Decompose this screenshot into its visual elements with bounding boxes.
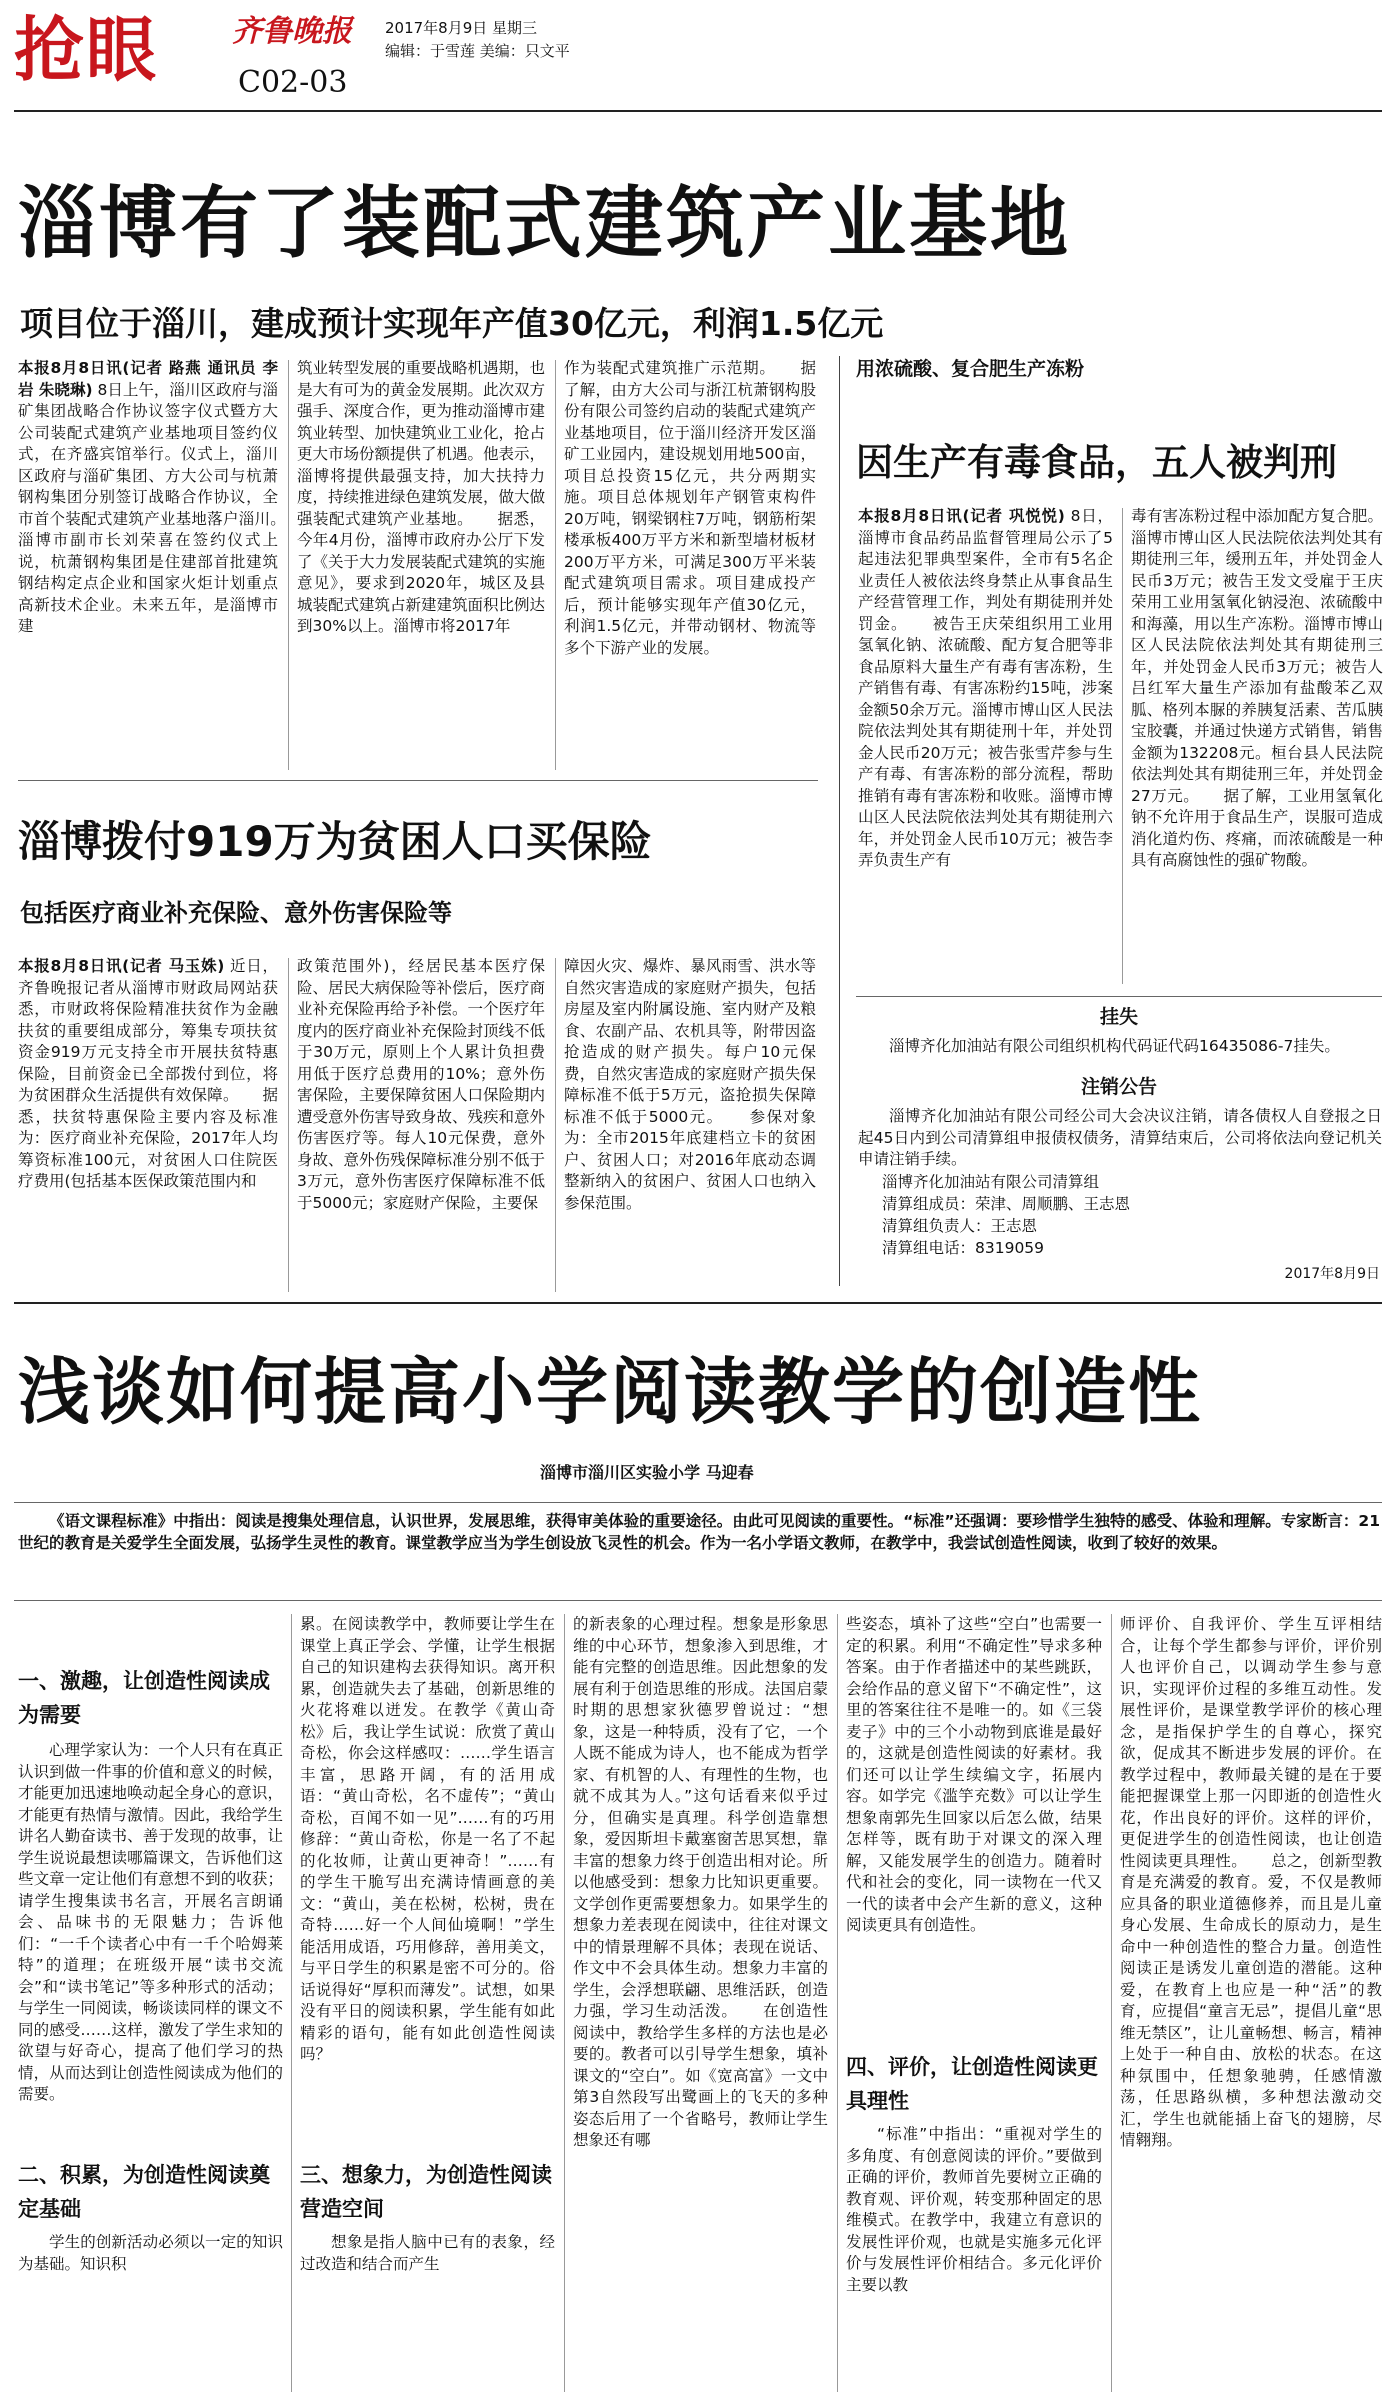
notice-members: 清算组成员：荣津、周顺鹏、王志恩: [882, 1195, 1131, 1213]
article1-body-1: 8日上午，淄川区政府与淄矿集团战略合作协议签字仪式暨方大公司装配式建筑产业基地项目签约仪式，在齐盛宾馆举行。仪式上，淄川区政府与淄矿集团、方大公司与杭萧钢构集团分别签订战略合作协议，全市首个装配式建筑产业基地落户淄川。 淄博市副市长刘荣喜在签约仪式上说，杭萧钢构集团是住建部首批建筑钢结构定点企业和国家火炬计划重点高新技术企业。未来五年，是淄博市建: [18, 380, 278, 635]
article4-body-2b: 想象是指人脑中已有的表象，经过改造和结合而产生: [300, 2233, 555, 2273]
section-rule: [18, 780, 818, 781]
column-divider: [839, 356, 840, 1286]
article4-column-5: [1120, 1614, 1382, 2392]
article4-column-2b: [300, 2232, 555, 2392]
article4-column-1b: [18, 2232, 283, 2392]
article1-headline: 淄博有了装配式建筑产业基地: [18, 179, 1072, 269]
article3-column-2: [297, 956, 545, 1296]
article4-body-4b: “标准”中指出：“重视对学生的多角度、有创意阅读的评价。”要做到正确的评价，教师首先要树立正确的教育观、评价观，转变那种固定的思维模式。在教学中，我建立有意识的发展性评价观，也就是实施多元化评价与发展性评价相结合。多元化评价主要以教: [846, 2125, 1102, 2294]
article3-body-2: 政策范围外)，经居民基本医疗保险、居民大病保险等补偿后，医疗商业补充保险再给予补偿。一个医疗年度内的医疗商业补充保险封顶线不低于30万元，原则上个人累计负担费用低于医疗总费用的10%；意外伤害保险，主要保障贫困人口保险期内遭受意外伤害导致身故、残疾和意外伤害医疗等。每人10元保费，意外身故、意外伤残保障标准分别不低于3万元，意外伤害医疗保障标准不低于5000元；家庭财产保险，主要保: [297, 957, 545, 1212]
lost-notice-title: 挂失: [1099, 1006, 1138, 1028]
column-divider: [564, 1614, 565, 2392]
section-heading-2: 二、积累，为创造性阅读奠定基础: [18, 2163, 270, 2221]
column-divider: [291, 1614, 292, 2392]
article4-body-2: 累。在阅读教学中，教师要让学生在课堂上真正学会、学懂，让学生根据自己的知识建构去获得知识。离开积累，创造就失去了基础，创新思维的火花将难以迸发。在教学《黄山奇松》后，我让学生试说：欣赏了黄山奇松，你会这样感叹：……学生语言丰富，思路开阔，有的活用成语：“黄山奇松，名不虚传”；“黄山奇松，百闻不如一见”……有的巧用修辞：“黄山奇松，你是一名了不起的化妆师，让黄山更神奇！”……有的学生干脆写出充满诗情画意的美文：“黄山，美在松树，松树，贵在奇特……好一个人间仙境啊！”学生能活用成语，巧用修辞，善用美文，与平日学生的积累是密不可分的。俗话说得好“厚积而薄发”。试想，如果没有平日的阅读积累，学生能有如此精彩的语句，能有如此创造性阅读吗？: [300, 1615, 555, 2063]
column-divider: [1122, 508, 1123, 984]
section-title: 抢眼: [14, 9, 158, 91]
article4-body-3: 的新表象的心理过程。想象是形象思维的中心环节，想象渗入到思维，才能有完整的创造思维。因此想象的发展有利于创造思维的形成。法国启蒙时期的思想家狄德罗曾说过：“想象，这是一种特质，没有了它，一个人既不能成为诗人，也不能成为哲学家、有机智的人、有理性的生物，也就不成其为人。”这句话看来似乎过分，但确实是真理。科学创造靠想象，爱因斯坦卡戴塞窗苦思冥想，靠丰富的想象力终于创造出相对论。所以他感受到：想象力比知识更重要。文学创作更需要想象力。如果学生的想象力差表现在阅读中，往往对课文中的情景理解不具体；表现在说话、作文中不会具体生动。想象力丰富的学生，会浮想联翩、思维活跃，创造力强，学习生动活泼。 在创造性阅读中，教给学生多样的方法也是必要的。教者可以引导学生想象，填补课文的“空白”。如《宽高富》一文中第3自然段写出鹭画上的飞天的多种姿态后用了一个省略号，教师让学生想象还有哪: [573, 1615, 828, 2149]
article3-column-3: [564, 956, 816, 1296]
article4-body-1: 心理学家认为：一个人只有在真正认识到做一件事的价值和意义的时候，才能更加迅速地唤动起全身心的意识，才能更有热情与激情。因此，我给学生讲名人勤奋读书、善于发现的故事，让学生说说最想读哪篇课文，告诉他们这些文章一定让他们有意想不到的收获；请学生搜集读书名言，开展名言朗诵会、品味书的无限魅力；告诉他们：“一千个读者心中有一千个哈姆莱特”的道理；在班级开展“读书交流会”和“读书笔记”等多种形式的活动；与学生一同阅读，畅谈读同样的课文不同的感受……这样，激发了学生求知的欲望与好奇心，提高了他们学习的热情，从而达到让创造性阅读成为他们的需要。: [18, 1741, 283, 2103]
article3-dateline: 本报8月8日讯(记者 马玉姝): [18, 957, 225, 975]
article4-headline: 浅谈如何提高小学阅读教学的创造性: [18, 1350, 1203, 1434]
page-code: C02-03: [238, 65, 348, 100]
article2-body-2: 毒有害冻粉过程中添加配方复合肥。淄博市博山区人民法院依法判处其有期徒刑三年，缓刑五年，并处罚金人民币3万元；被告王发文受雇于王庆荣用工业用氢氧化钠浸泡、浓硫酸中和海藻，用以生产冻粉。淄博市博山区人民法院依法判处其有期徒刑三年，并处罚金人民币3万元；被告人吕红军大量生产添加有盐酸苯乙双胍、格列本脲的养胰复活素、苦瓜胰宝胶囊，并通过快递方式销售，销售金额为132208元。桓台县人民法院依法判处其有期徒刑三年，并处罚金27万元。 据了解，工业用氢氧化钠不允许用于食品生产，误服可造成消化道灼伤、疼痛，而浓硫酸是一种具有高腐蚀性的强矿物酸。: [1131, 507, 1383, 869]
paper-logo: 齐鲁晚报: [232, 14, 352, 49]
column-divider: [555, 360, 556, 770]
article3-body-1: 近日，齐鲁晚报记者从淄博市财政局网站获悉，市财政将保险精准扶贫作为金融扶贫的重要组成部分，筹集专项扶贫资金919万元支持全市开展扶贫特惠保险，目前资金已全部拨付到位，将为贫困群众生活提供有效保障。 据悉，扶贫特惠保险主要内容及标准为：医疗商业补充保险，2017年人均筹资标准100元，对贫困人口住院医疗费用(包括基本医保政策范围内和: [18, 957, 278, 1190]
lost-notice-text: 淄博齐化加油站有限公司组织机构代码证代码16435086-7挂失。: [889, 1037, 1340, 1055]
article3-column-1: [18, 956, 278, 1296]
article4-body-1b: 学生的创新活动必须以一定的知识为基础。知识积: [18, 2233, 283, 2273]
article4-column-4: [846, 1614, 1102, 2026]
article1-column-1: [18, 358, 278, 770]
article4-column-2: [300, 1614, 555, 2228]
section-heading-3: 三、想象力，为创造性阅读营造空间: [300, 2163, 552, 2221]
section-heading-1: 一、激趣，让创造性阅读成为需要: [18, 1669, 270, 1727]
editor-line: 编辑：于雪莲 美编：只文平: [385, 42, 570, 60]
article3-subheadline: 包括医疗商业补充保险、意外伤害保险等: [20, 899, 452, 927]
article4-body-5: 师评价、自我评价、学生互评相结合，让每个学生都参与评价，评价别人也评价自己，以调动学生参与意识，实现评价过程的多维互动性。发展性评价，是课堂教学评价的核心理念，是指保护学生的自尊心，探究欲，促成其不断进步发展的评价。在教学过程中，教师最关键的是在于要能把握课堂上那一闪即逝的创造性火花，作出良好的评价。这样的评价，更促进学生的创造性阅读，也让创造性阅读更具理性。 总之，创新型教育是充满爱的教育。爱，不仅是教师应具备的职业道德修养，而且是儿童身心发展、生命成长的原动力，是生命中一种创造性的整合力量。创造性阅读正是诱发儿童创造的潜能。这种爱，在教育上也应是一种“活”的教育，应提倡“童言无忌”，提倡儿童“思维无禁区”，让儿童畅想、畅言，精神上处于一种自由、放松的状态。在这种氛围中，任想象驰骋，任感情激荡，任思路纵横，多种想法激动交汇，学生也就能插上奋飞的翅膀，尽情翱翔。: [1120, 1615, 1382, 2149]
article2-column-1: [858, 506, 1113, 986]
column-divider: [555, 958, 556, 1292]
notice-phone: 清算组电话：8319059: [882, 1239, 1045, 1257]
article3-headline: 淄博拨付919万为贫困人口买保险: [18, 817, 652, 866]
article4-column-3: [573, 1614, 828, 2392]
column-divider: [288, 958, 289, 1292]
article1-body-3: 作为装配式建筑推广示范期。 据了解，由方大公司与浙江杭萧钢构股份有限公司签约启动的装配式建筑产业基地项目，位于淄川经济开发区淄矿工业园内，建设规划用地500亩，项目总投资15亿元，共分两期实施。项目总体规划年产钢管束构件20万吨，钢梁钢柱7万吨，钢筋桁架楼承板400万平方米和新型墙材板材200万平方米，可满足300万平米装配式建筑项目需求。项目建成投产后，预计能够实现年产值30亿元，利润1.5亿元，并带动钢材、物流等多个下游产业的发展。: [564, 359, 816, 657]
article4-body-4: 些姿态，填补了这些“空白”也需要一定的积累。利用“不确定性”导求多种答案。由于作者描述中的某些跳跃，会给作品的意义留下“不确定性”，这里的答案往往不是唯一的。如《三袋麦子》中的三个小动物到底谁是最好的，这就是创造性阅读的好素材。我们还可以让学生续编文字，拓展内容。如学完《滥竽充数》可以让学生想象南郭先生回家以后怎么做，结果怎样等，既有助于对课文的深入理解，又能发展学生的创造力。随着时代和社会的变化，同一读物在一代又一代的读者中会产生新的意义，这种阅读更具有创造性。: [846, 1615, 1102, 1934]
notice-rule: [856, 996, 1382, 997]
section-rule: [14, 1302, 1382, 1304]
article2-column-2: [1131, 506, 1383, 986]
notice-date: 2017年8月9日: [1284, 1266, 1380, 1282]
column-divider: [1111, 1614, 1112, 2392]
column-divider: [288, 360, 289, 770]
article2-dateline: 本报8月8日讯(记者 巩悦悦): [858, 507, 1065, 525]
article1-column-2: [297, 358, 545, 770]
masthead-rule: [14, 110, 1382, 112]
abstract-rule: [14, 1502, 1382, 1503]
article1-subheadline: 项目位于淄川，建成预计实现年产值30亿元，利润1.5亿元: [20, 304, 884, 343]
section-heading-4: 四、评价，让创造性阅读更具理性: [846, 2055, 1098, 2113]
date-line: 2017年8月9日 星期三: [385, 19, 538, 37]
article1-column-3: [564, 358, 816, 770]
article2-headline: 因生产有毒食品，五人被判刑: [856, 441, 1337, 484]
cancel-notice-title: 注销公告: [1080, 1076, 1157, 1098]
article4-byline: 淄博市淄川区实验小学 马迎春: [540, 1463, 754, 1482]
notice-company: 淄博齐化加油站有限公司清算组: [882, 1173, 1100, 1191]
column-divider: [837, 1614, 838, 2392]
article4-column-1: [18, 1740, 283, 2150]
cancel-notice-text: 淄博齐化加油站有限公司经公司大会决议注销，请各债权人自登报之日起45日内到公司清算组申报债权债务，清算结束后，公司将依法向登记机关申请注销手续。: [858, 1107, 1382, 1168]
article1-dateline: 本报8月8日讯(记者 路燕 通讯员 李岩 朱晓琳): [18, 359, 278, 399]
notice-head: 清算组负责人：王志恩: [882, 1217, 1038, 1235]
article1-body-2: 筑业转型发展的重要战略机遇期，也是大有可为的黄金发展期。此次双方强手、深度合作，更为推动淄博市建筑业转型、加快建筑业工业化，抢占更大市场份额提供了机遇。他表示，淄博将提供最强支持，加大扶持力度，持续推进绿色建筑发展，做大做强装配式建筑产业基地。 据悉，今年4月份，淄博市政府办公厅下发了《关于大力发展装配式建筑的实施意见》，要求到2020年，城区及县城装配式建筑占新建建筑面积比例达到30%以上。淄博市将2017年: [297, 359, 545, 635]
article2-kicker: 用浓硫酸、复合肥生产冻粉: [856, 358, 1085, 380]
abstract-rule: [14, 1600, 1382, 1601]
article3-body-3: 障因火灾、爆炸、暴风雨雪、洪水等自然灾害造成的家庭财产损失，包括房屋及室内附属设施、室内财产及粮食、农副产品、农机具等，附带因盗抢造成的财产损失。每户10元保费，自然灾害造成的家庭财产损失保障标准不低于5万元，盗抢损失保障标准不低于5000元。 参保对象为：全市2015年底建档立卡的贫困户、贫困人口；对2016年底动态调整新纳入的贫困户、贫困人口也纳入参保范围。: [564, 957, 816, 1212]
article4-abstract: 《语文课程标准》中指出：阅读是搜集处理信息，认识世界，发展思维，获得审美体验的重要途径。由此可见阅读的重要性。“标准”还强调：要珍惜学生独特的感受、体验和理解。专家断言：21世纪的教育是关爱学生全面发展，弘扬学生灵性的教育。课堂教学应当为学生创设放飞灵性的机会。作为一名小学语文教师，在教学中，我尝试创造性阅读，收到了较好的效果。: [18, 1512, 1380, 1552]
article2-body-1: 8日，淄博市食品药品监督管理局公示了5起违法犯罪典型案件，全市有5名企业责任人被依法终身禁止从事食品生产经营管理工作，判处有期徒刑并处罚金。 被告王庆荣组织用工业用氢氧化钠、浓硫酸、配方复合肥等非食品原料大量生产有毒有害冻粉，生产销售有毒、有害冻粉约15吨，涉案金额50余万元。淄博市博山区人民法院依法判处其有期徒刑十年，并处罚金人民币20万元；被告张雪芹参与生产有毒、有害冻粉的部分流程，帮助推销有毒有害冻粉和收账。淄博市博山区人民法院依法判处其有期徒刑六年，并处罚金人民币10万元；被告李弄负责生产有: [858, 507, 1113, 869]
article4-column-4b: [846, 2124, 1102, 2392]
